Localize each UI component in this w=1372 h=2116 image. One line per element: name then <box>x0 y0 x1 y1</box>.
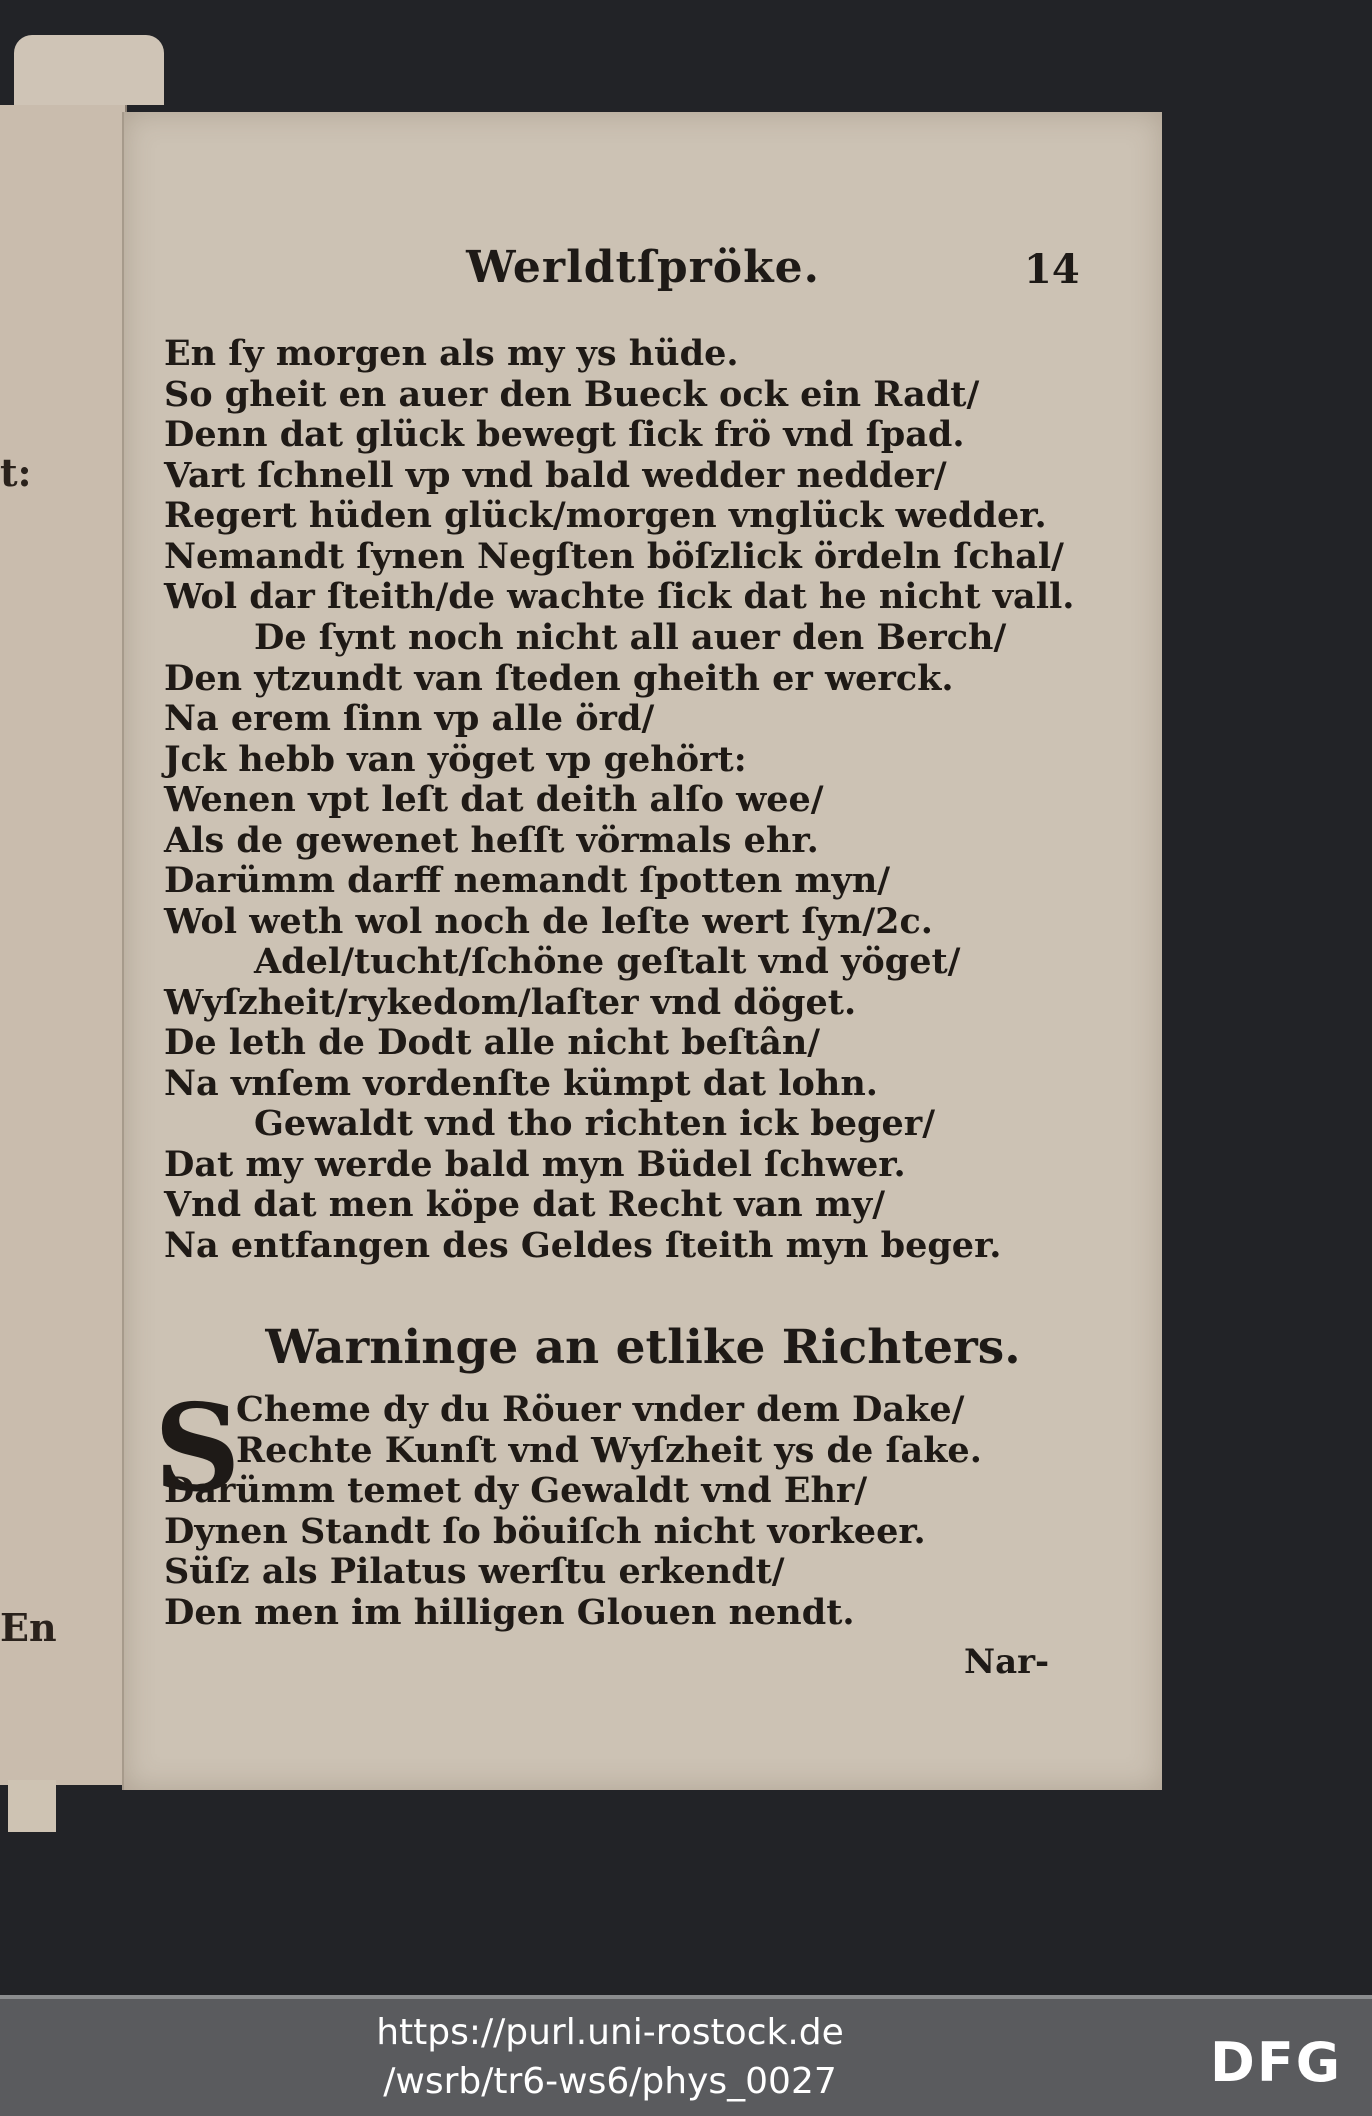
verse-line: Denn dat glück bewegt ſick frö vnd ſpad. <box>164 414 965 455</box>
verse-line: De leth de Dodt alle nicht beſtân/ <box>164 1022 821 1063</box>
verse-line: Vnd dat men köpe dat Recht van my/ <box>164 1184 885 1225</box>
section-heading: Warninge an etlike Richters. <box>265 1320 1021 1375</box>
verse-block-2 <box>164 618 1006 942</box>
verse-line: Na erem ſinn vp alle örd/ <box>164 698 655 739</box>
drop-capital: S <box>154 1378 241 1519</box>
verse-block-1 <box>164 334 1075 618</box>
footer-bar <box>0 1995 1372 2116</box>
verse-line: Als de gewenet heſſt vörmals ehr. <box>164 819 819 861</box>
verse-line: Jck hebb van yöget vp gehört: <box>164 738 747 780</box>
verse-line: Adel/tucht/ſchöne geſtalt vnd yöget/ <box>254 941 961 982</box>
running-head: Werldtſpröke. <box>466 242 820 293</box>
verse-line: Wenen vpt leſt dat deith alſo wee/ <box>164 779 824 820</box>
verse-block-5a <box>236 1390 982 1471</box>
page-edge-tab <box>8 1780 56 1832</box>
facing-page-edge <box>0 105 127 1785</box>
book-page <box>122 112 1162 1790</box>
page-number: 14 <box>1024 246 1080 293</box>
verse-line: Den men im hilligen Glouen nendt. <box>164 1591 855 1633</box>
page-edge-tab <box>14 35 164 105</box>
source-url-line-2[interactable]: /wsrb/tr6-ws6/phys_0027 <box>383 2061 837 2102</box>
verse-line: Na vnſem vordenſte kümpt dat lohn. <box>164 1062 878 1104</box>
verse-line: Cheme dy du Röuer vnder dem Dake/ <box>236 1389 965 1430</box>
verse-line: Vart ſchnell vp vnd bald wedder nedder/ <box>164 454 947 496</box>
verse-line: Wyſzheit/rykedom/laſter vnd döget. <box>164 981 857 1023</box>
source-url-line-1[interactable]: https://purl.uni-rostock.de <box>376 2012 844 2053</box>
verse-line: Wol weth wol noch de leſte wert ſyn/2c. <box>164 900 933 942</box>
verse-block-3 <box>164 942 960 1104</box>
verse-block-4 <box>164 1104 1002 1266</box>
verse-line: Regert hüden glück/morgen vnglück wedder. <box>164 495 1047 536</box>
verse-line: Den ytzundt van ſteden gheith er werck. <box>164 657 954 699</box>
facing-page-fragment: t: <box>0 450 32 495</box>
verse-line: Nemandt ſynen Negſten böſzlick ördeln ſchal/ <box>164 535 1064 577</box>
verse-line: Gewaldt vnd tho richten ick beger/ <box>254 1103 935 1144</box>
verse-line: Wol dar ſteith/de wachte ſick dat he nicht vall. <box>164 576 1075 617</box>
verse-line: Darümm darff nemandt ſpotten myn/ <box>164 860 891 901</box>
facing-page-fragment: En <box>0 1605 57 1650</box>
verse-line: En ſy morgen als my ys hüde. <box>164 333 739 374</box>
verse-line: De ſynt noch nicht all auer den Berch/ <box>254 617 1007 658</box>
verse-line: Dynen Standt ſo böuiſch nicht vorkeer. <box>164 1510 926 1552</box>
verse-line: So gheit en auer den Bueck ock ein Radt/ <box>164 373 980 415</box>
dfg-logo: DFG <box>1210 2031 1343 2094</box>
verse-line: Süſz als Pilatus werſtu erkendt/ <box>164 1551 785 1592</box>
verse-line: Na entfangen des Geldes ſteith myn beger. <box>164 1224 1002 1266</box>
verse-block-5b <box>164 1471 926 1633</box>
verse-line: Rechte Kunſt vnd Wyſzheit ys de ſake. <box>236 1429 982 1471</box>
verse-line: Dat my werde bald myn Büdel ſchwer. <box>164 1143 906 1185</box>
verse-line: Darümm temet dy Gewaldt vnd Ehr/ <box>164 1470 868 1511</box>
catchword: Nar- <box>964 1642 1050 1682</box>
